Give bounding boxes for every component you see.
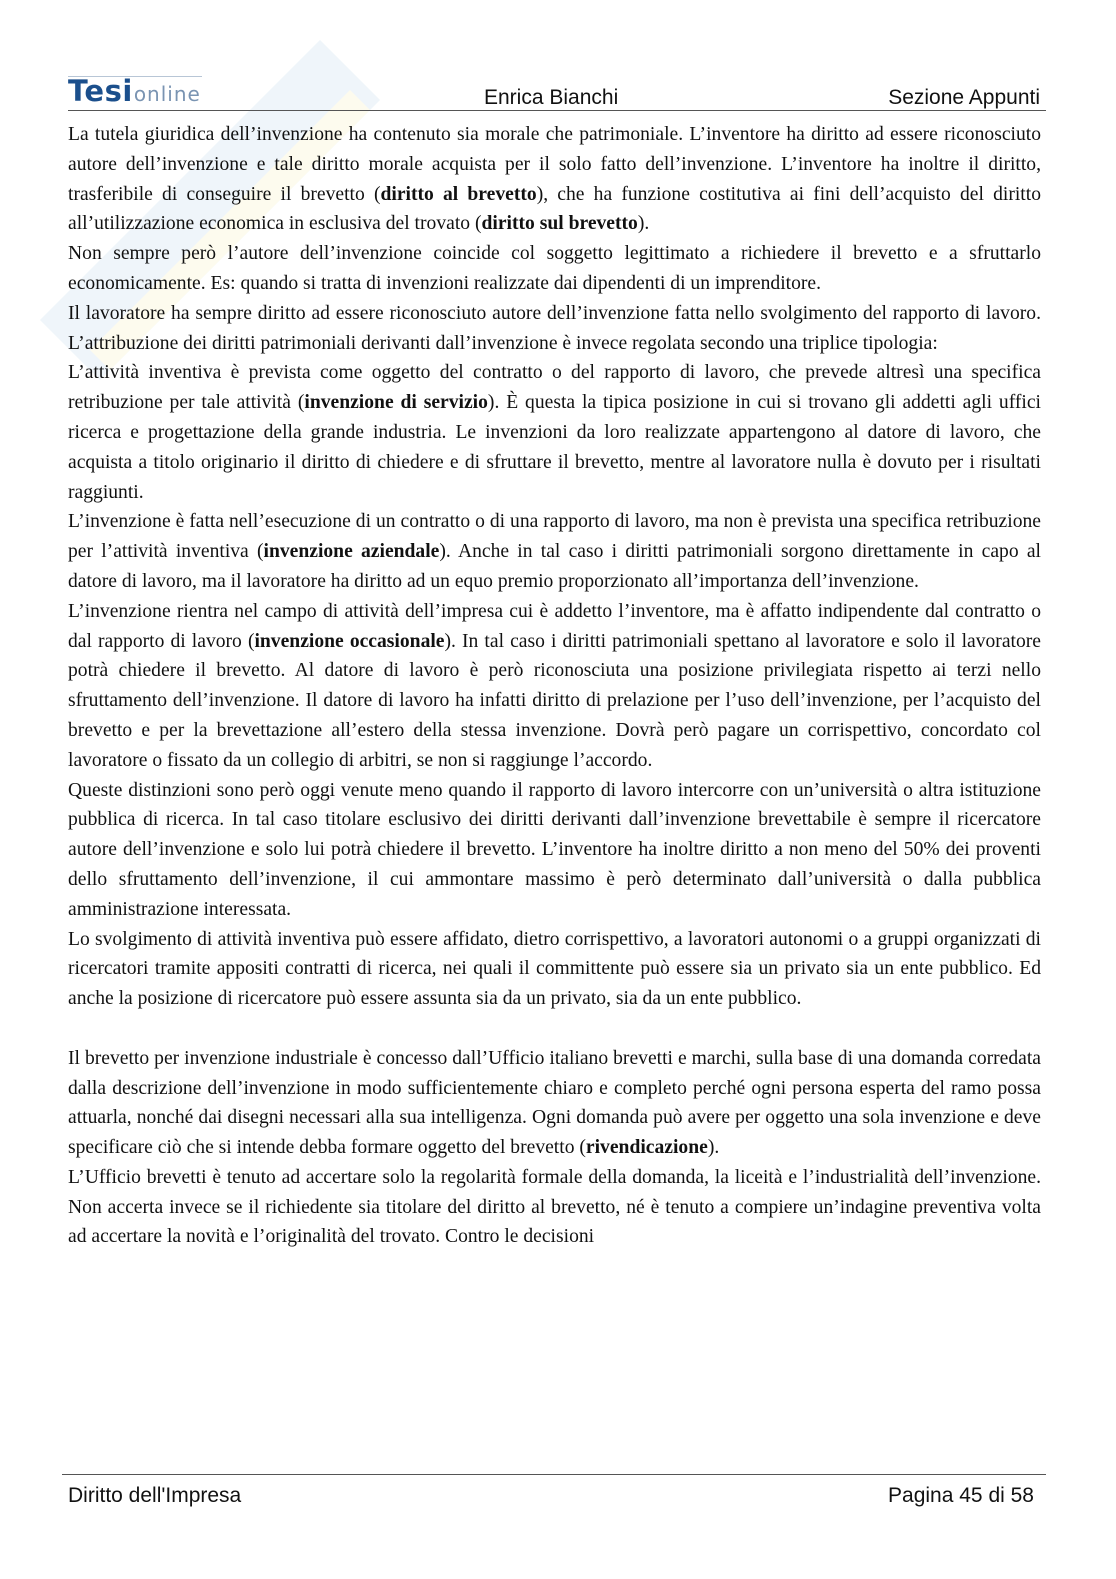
paragraph: Queste distinzioni sono però oggi venute meno quando il rapporto di lavoro intercorre con un’università o altra istituzione pubblica di ricerca. In tal caso titolare esclusivo dei diritti derivanti dall’invenzione brevettabile è sempre il ricercatore autore dell’invenzione e solo lui potrà chiedere il brevetto. L’inventore ha inoltre diritto a non meno del 50% dei proventi dello sfruttamento dell’invenzione, il cui ammontare massimo è però determinato dall’università o dalla pubblica amministrazione interessata.: [68, 779, 1041, 920]
logo-main-text: Tesi: [68, 74, 133, 108]
section-label: Sezione Appunti: [888, 86, 1040, 109]
footer-divider: [62, 1474, 1046, 1475]
logo-sub-text: online: [133, 82, 201, 106]
paragraph: Non sempre però l’autore dell’invenzione coincide col soggetto legittimato a richiedere il brevetto e a sfruttarlo economicamente. Es: quando si tratta di invenzioni realizzate dai dipendenti di un imprenditore.: [68, 243, 1041, 294]
paragraph: L’Ufficio brevetti è tenuto ad accertare solo la regolarità formale della domanda, la liceità e l’industrialità dell’invenzione. Non accerta invece se il richiedente sia titolare del diritto al brevetto, né è tenuto a compiere un’indagine preventiva volta ad accertare la novità e l’originalità del trovato. Contro le decisioni: [68, 1166, 1041, 1248]
paragraph: L’attività inventiva è prevista come oggetto del contratto o del rapporto di lavoro, che prevede altresì una specifica retribuzione per tale attività (invenzione di servizio). È questa la tipica posizione in cui si trovano gli addetti agli uffici ricerca e progettazione della grande industria. Le invenzioni da loro realizzate appartengono al datore di lavoro, che acquista a titolo originario il diritto di chiedere e di sfruttare il brevetto, mentre al lavoratore nulla è dovuto per i risultati raggiunti.: [68, 362, 1041, 503]
paragraph: L’invenzione rientra nel campo di attività dell’impresa cui è addetto l’inventore, ma è affatto indipendente dal contratto o dal rapporto di lavoro (invenzione occasionale). In tal caso i diritti patrimoniali spettano al lavoratore e solo il lavoratore potrà chiedere il brevetto. Al datore di lavoro è però riconosciuta una posizione privilegiata rispetto ai terzi nello sfruttamento dell’invenzione. Il datore di lavoro ha infatti diritto di prelazione per l’uso dell’invenzione, per l’acquisto del brevetto e per la brevettazione all’estero della stessa invenzione. Dovrà però pagare un corrispettivo, concordato col lavoratore o fissato da un collegio di arbitri, se non si raggiunge l’accordo.: [68, 600, 1041, 771]
paragraph: L’invenzione è fatta nell’esecuzione di un contratto o di una rapporto di lavoro, ma non è prevista una specifica retribuzione per l’attività inventiva (invenzione aziendale). Anche in tal caso i diritti patrimoniali sorgono direttamente in capo al datore di lavoro, ma il lavoratore ha diritto ad un equo premio proporzionato all’importanza dell’invenzione.: [68, 511, 1041, 592]
tesionline-logo: [68, 74, 201, 108]
paragraph: La tutela giuridica dell’invenzione ha contenuto sia morale che patrimoniale. L’inventore ha diritto ad essere riconosciuto autore dell’invenzione e tale diritto morale acquista per il solo fatto dell’invenzione. L’inventore ha inoltre il diritto, trasferibile di conseguire il brevetto (diritto al brevetto), che ha funzione costitutiva ai fini dell’acquisto del diritto all’utilizzazione economica in esclusiva del trovato (diritto sul brevetto).: [68, 124, 1041, 235]
page-header: [68, 72, 1046, 112]
course-name: Diritto dell'Impresa: [68, 1484, 242, 1507]
header-divider: [68, 110, 1046, 111]
page-number: Pagina 45 di 58: [888, 1484, 1034, 1507]
author-name: Enrica Bianchi: [484, 86, 619, 109]
paragraph: Il lavoratore ha sempre diritto ad essere riconosciuto autore dell’invenzione fatta nello svolgimento del rapporto di lavoro. L’attribuzione dei diritti patrimoniali derivanti dall’invenzione è invece regolata secondo una triplice tipologia:: [68, 302, 1041, 354]
paragraph: Il brevetto per invenzione industriale è concesso dall’Ufficio italiano brevetti e marchi, sulla base di una domanda corredata dalla descrizione dell’invenzione in modo sufficientemente chiaro e completo perché ogni persona esperta del ramo possa attuarla, nonché dai disegni necessari alla sua intelligenza. Ogni domanda può avere per oggetto una sola invenzione e deve specificare ciò che si intende debba formare oggetto del brevetto (rivendicazione).: [68, 1047, 1041, 1159]
document-body: [68, 120, 1041, 1252]
paragraph: Lo svolgimento di attività inventiva può essere affidato, dietro corrispettivo, a lavoratori autonomi o a gruppi organizzati di ricercatori tramite appositi contratti di ricerca, nei quali il committente può essere sia un privato sia un ente pubblico. Ed anche la posizione di ricercatore può essere assunta sia da un privato, sia da un ente pubblico.: [68, 928, 1041, 1010]
